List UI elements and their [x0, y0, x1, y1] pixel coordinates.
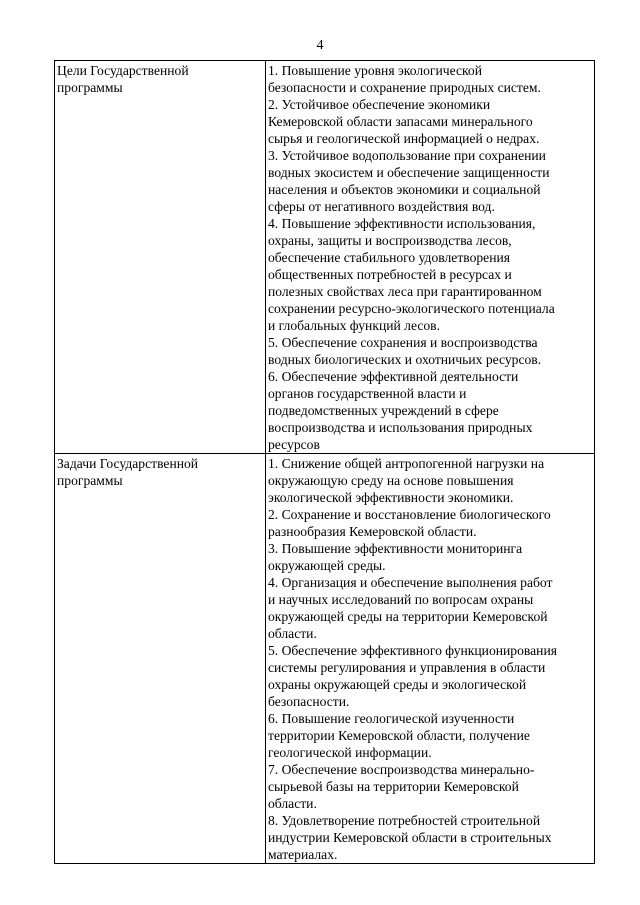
goal-item: 5. Обеспечение сохранения и воспроизводства водных биологических и охотничьих ресурсов. [268, 335, 542, 367]
goals-label: Цели Государственной программы [57, 63, 189, 95]
task-item: 6. Повышение геологической изученности территории Кемеровской области, получение геологической информации. [268, 711, 530, 760]
task-item: 7. Обеспечение воспроизводства минерально- сырьевой базы на территории Кемеровской области. [268, 762, 535, 811]
task-item: 4. Организация и обеспечение выполнения работ и научных исследований по вопросам охраны окружающей среды на территории Кемеровской области. [268, 575, 553, 641]
table-row-goals [55, 61, 595, 454]
page-number: 4 [316, 38, 324, 53]
goals-content-cell [266, 61, 595, 454]
tasks-label: Задачи Государственной программы [57, 456, 199, 488]
table-row-tasks [55, 454, 595, 864]
tasks-label-cell [55, 454, 266, 864]
task-item: 5. Обеспечение эффективного функционирования системы регулирования и управления в области охраны окружающей среды и экологической безопасности. [268, 643, 557, 709]
task-item: 1. Снижение общей антропогенной нагрузки на окружающую среду на основе повышения экологической эффективности экономики. [268, 456, 545, 505]
goal-item: 1. Повышение уровня экологической безопасности и сохранение природных систем. [268, 63, 541, 95]
task-item: 3. Повышение эффективности мониторинга окружающей среды. [268, 541, 523, 573]
tasks-content-cell [266, 454, 595, 864]
goal-item: 4. Повышение эффективности использования, охраны, защиты и воспроизводства лесов, обеспечение стабильного удовлетворения общественных потребностей в ресурсах и полезных свойствах леса при гарантированном сохранении ресурсно-экологического потенциала и глобальных функций лесов. [268, 216, 555, 333]
program-passport-table [54, 60, 595, 864]
goals-label-cell [55, 61, 266, 454]
goal-item: 2. Устойчивое обеспечение экономики Кемеровской области запасами минерального сырья и геологической информацией о недрах. [268, 97, 540, 146]
task-item: 8. Удовлетворение потребностей строительной индустрии Кемеровской области в строительных материалах. [268, 813, 552, 862]
task-item: 2. Сохранение и восстановление биологического разнообразия Кемеровской области. [268, 507, 551, 539]
goal-item: 3. Устойчивое водопользование при сохранении водных экосистем и обеспечение защищенности населения и объектов экономики и социальной сферы от негативного воздействия вод. [268, 148, 550, 214]
goal-item: 6. Обеспечение эффективной деятельности органов государственной власти и подведомственных учреждений в сфере воспроизводства и использования природных ресурсов [268, 369, 533, 452]
